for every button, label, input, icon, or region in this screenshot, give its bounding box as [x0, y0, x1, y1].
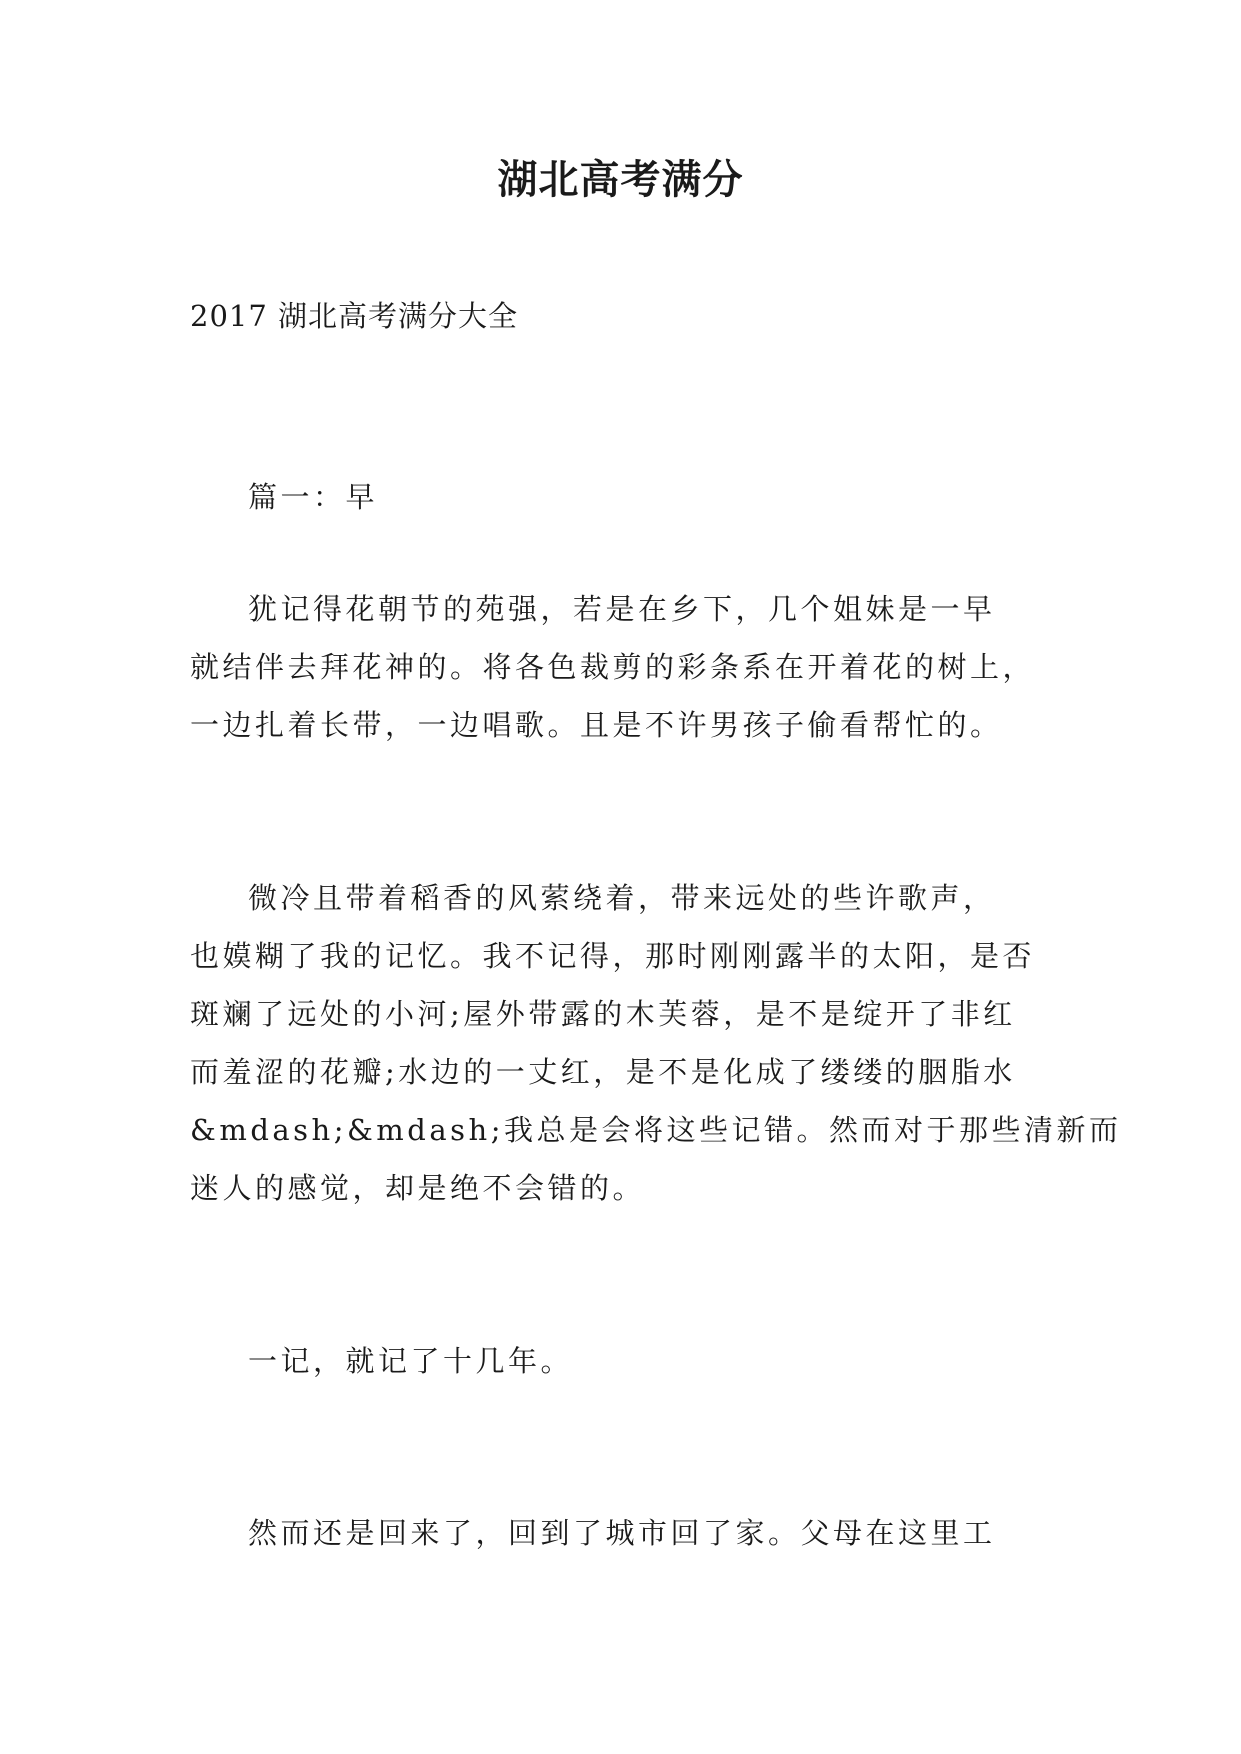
paragraph-line: 然而还是回来了，回到了城市回了家。父母在这里工 [248, 1516, 996, 1550]
document-title: 湖北高考满分 [497, 157, 744, 203]
paragraph-line: 就结伴去拜花神的。将各色裁剪的彩条系在开着花的树上， [190, 650, 1036, 684]
paragraph [190, 1332, 1050, 1390]
paragraph-line: 一边扎着长带，一边唱歌。且是不许男孩子偷看帮忙的。 [190, 708, 1003, 742]
paragraph [190, 580, 1050, 754]
paragraph [190, 869, 1122, 1217]
paragraph-line: 犹记得花朝节的苑强，若是在乡下，几个姐妹是一早 [248, 592, 996, 626]
paragraph-line: 迷人的感觉，却是绝不会错的。 [190, 1171, 646, 1205]
paragraph [190, 1504, 1050, 1562]
document-subtitle: 2017 湖北高考满分大全 [190, 299, 519, 333]
section-heading: 篇一：早 [248, 480, 379, 514]
paragraph-line: &mdash;&mdash;我总是会将这些记错。然而对于那些清新而 [190, 1113, 1122, 1147]
paragraph-line: 微冷且带着稻香的风萦绕着，带来远处的些许歌声， [248, 881, 996, 915]
paragraph-line: 斑斓了远处的小河;屋外带露的木芙蓉，是不是绽开了非红 [190, 997, 1016, 1031]
paragraph-line: 一记，就记了十几年。 [248, 1344, 574, 1378]
paragraph-line: 也嫫糊了我的记忆。我不记得，那时刚刚露半的太阳，是否 [190, 939, 1036, 973]
paragraph-line: 而羞涩的花瓣;水边的一丈红，是不是化成了缕缕的胭脂水 [190, 1055, 1016, 1089]
